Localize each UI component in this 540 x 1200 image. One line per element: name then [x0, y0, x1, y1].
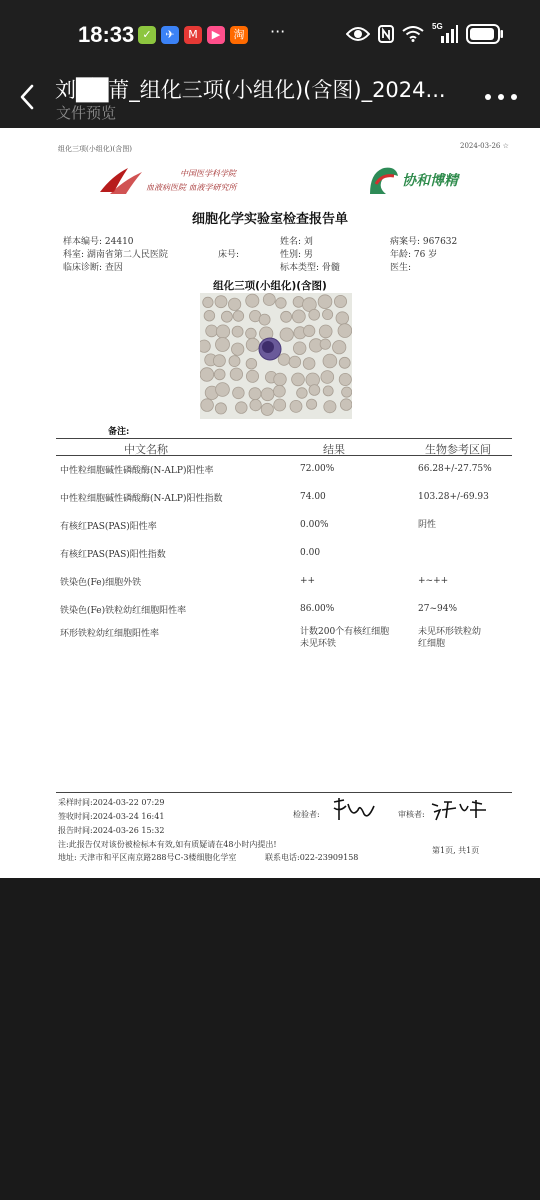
red-blood-cell	[304, 325, 315, 336]
red-blood-cell	[323, 309, 333, 319]
red-blood-cell	[307, 399, 317, 409]
specimen-type: 标本类型: 骨髓	[280, 263, 340, 273]
red-blood-cell	[246, 338, 259, 351]
case-number: 病案号: 967632	[390, 237, 458, 247]
red-blood-cell	[236, 402, 248, 414]
row-result: 72.00%	[300, 464, 335, 474]
red-blood-cell	[339, 357, 350, 368]
red-blood-cell	[216, 325, 229, 338]
receive-time: 签收时间:2024-03-24 16:41	[58, 812, 165, 821]
red-blood-cell	[339, 373, 351, 385]
red-blood-cell	[309, 385, 320, 396]
doc-header-left: 组化三项(小组化)(含图)	[58, 145, 132, 153]
red-blood-cell	[200, 340, 210, 352]
red-blood-cell	[323, 354, 337, 368]
row-reference: 103.28+/-69.93	[418, 492, 489, 502]
patient-name: 姓名: 刘	[280, 237, 313, 247]
clock: 18:33	[78, 22, 135, 47]
status-bar	[0, 0, 540, 72]
report-time: 报告时间:2024-03-26 15:32	[58, 826, 165, 835]
row-name: 中性粒细胞碱性磷酸酶(N-ALP)阳性率	[60, 466, 214, 476]
health-app-icon: ✓	[138, 26, 156, 44]
bed-number: 床号:	[218, 250, 240, 260]
red-blood-cell	[203, 297, 213, 307]
red-blood-cell	[309, 309, 320, 320]
red-blood-cell	[246, 294, 259, 307]
red-blood-cell	[324, 401, 336, 413]
age: 年龄: 76 岁	[390, 250, 438, 260]
bank-app-icon: M	[184, 26, 202, 44]
inspector-label: 检验者:	[293, 810, 320, 819]
red-blood-cell	[289, 356, 301, 368]
red-blood-cell	[336, 312, 349, 325]
file-title: 刘██莆_组化三项(小组化)(含图)_2024...	[55, 78, 446, 102]
red-blood-cell	[216, 338, 230, 352]
row-name: 环形铁粒幼红细胞阳性率	[60, 629, 160, 639]
cellular-signal-icon	[432, 22, 458, 43]
row-name: 有核红PAS(PAS)阳性率	[60, 522, 157, 532]
col-header-reference: 生物参考区间	[425, 443, 491, 456]
back-button[interactable]	[14, 82, 44, 112]
reviewer-signature	[428, 796, 488, 824]
eye-icon	[346, 26, 370, 42]
red-blood-cell	[274, 385, 286, 397]
reviewer-label: 审核者:	[398, 810, 425, 819]
red-blood-cell	[297, 388, 308, 399]
bird-app-icon: ✈	[161, 26, 179, 44]
red-blood-cell	[321, 371, 334, 384]
row-name: 中性粒细胞碱性磷酸酶(N-ALP)阳性指数	[60, 494, 223, 504]
col-header-name: 中文名称	[124, 443, 168, 456]
hospital-logo-text-2: 血液病医院 血液学研究所	[146, 183, 237, 192]
red-blood-cell	[340, 399, 352, 411]
file-subtitle: 文件预览	[56, 104, 117, 122]
clinical-diagnosis: 临床诊断: 查因	[63, 263, 123, 273]
red-blood-cell	[280, 328, 293, 341]
lab-address: 地址: 天津市和平区南京路288号C-3楼细胞化学室	[58, 853, 237, 862]
red-blood-cell	[338, 324, 352, 338]
notification-icons	[138, 26, 248, 44]
row-name: 铁染色(Fe)铁粒幼红细胞阳性率	[60, 606, 187, 616]
network-type-label: 5G	[432, 22, 443, 31]
red-blood-cell	[201, 399, 214, 412]
red-blood-cell	[221, 311, 232, 322]
red-blood-cell	[232, 343, 244, 355]
row-result: ++	[300, 576, 316, 586]
lab-phone: 联系电话:022-23909158	[265, 853, 359, 862]
red-blood-cell	[323, 386, 333, 396]
row-result: 86.00%	[300, 604, 335, 614]
red-blood-cell	[318, 295, 332, 309]
microscope-image[interactable]	[200, 293, 352, 419]
red-blood-cell	[334, 295, 346, 307]
red-blood-cell	[206, 325, 218, 337]
red-blood-cell	[278, 354, 290, 366]
red-blood-cell	[204, 310, 215, 321]
taobao-app-icon: 淘	[230, 26, 248, 44]
red-blood-cell	[215, 403, 226, 414]
gender: 性别: 男	[280, 250, 313, 260]
row-result: 74.00	[300, 492, 326, 502]
nfc-icon	[378, 25, 394, 43]
report-title: 细胞化学实验室检查报告单	[191, 212, 348, 227]
red-blood-cell	[214, 369, 225, 380]
doc-header-date: 2024-03-26 ☆	[460, 142, 509, 150]
red-blood-cell	[263, 294, 275, 306]
red-blood-cell	[250, 399, 261, 410]
red-blood-cell	[229, 356, 240, 367]
red-blood-cell	[292, 310, 305, 323]
more-notifications: ···	[270, 22, 286, 41]
red-blood-cell	[228, 298, 240, 310]
red-blood-cell	[276, 298, 287, 309]
red-blood-cell	[233, 387, 245, 399]
section-title: 组化三项(小组化)(含图)	[213, 280, 327, 292]
battery-icon	[466, 24, 504, 44]
red-blood-cell	[261, 388, 274, 401]
department: 科室: 湖南省第二人民医院	[63, 250, 168, 260]
red-blood-cell	[274, 373, 287, 386]
red-blood-cell	[281, 311, 292, 322]
red-blood-cell	[246, 370, 258, 382]
row-result: 0.00	[300, 548, 321, 558]
table-header-rule	[56, 455, 512, 456]
title-bar	[0, 72, 540, 128]
red-blood-cell	[216, 383, 230, 397]
red-blood-cell	[215, 296, 227, 308]
red-blood-cell	[303, 358, 315, 370]
red-blood-cell	[232, 326, 243, 337]
red-blood-cell	[213, 355, 225, 367]
inspector-signature	[330, 796, 378, 824]
table-top-rule	[56, 438, 512, 439]
cell-nucleus	[262, 341, 274, 353]
page-indicator: 第1页, 共1页	[432, 846, 480, 855]
system-icons	[346, 24, 504, 44]
red-blood-cell	[293, 342, 306, 355]
row-reference: 27~94%	[418, 604, 457, 614]
red-blood-cell	[319, 325, 332, 338]
lab-logo-text: 协和博精	[402, 173, 458, 189]
red-blood-cell	[274, 399, 286, 411]
red-blood-cell	[333, 341, 346, 354]
row-reference: 未见环形铁粒幼 红细胞	[418, 627, 482, 649]
disclaimer-note: 注:此报告仅对该份被检标本有效,如有质疑请在48小时内提出!	[58, 840, 277, 849]
red-blood-cell	[290, 400, 302, 412]
document-page[interactable]	[0, 128, 540, 878]
row-reference: +~++	[418, 576, 449, 586]
red-blood-cell	[342, 387, 352, 397]
red-blood-cell	[320, 339, 330, 349]
more-options-button[interactable]	[484, 90, 518, 104]
red-blood-cell	[259, 314, 270, 325]
doctor: 医生:	[390, 263, 412, 273]
video-app-icon: ▶	[207, 26, 225, 44]
row-result: 0.00%	[300, 520, 329, 530]
wifi-icon	[402, 26, 424, 42]
red-blood-cell	[292, 373, 305, 386]
red-blood-cell	[233, 311, 244, 322]
row-reference: 66.28+/-27.75%	[418, 464, 492, 474]
remark-label: 备注:	[108, 427, 130, 437]
row-name: 有核红PAS(PAS)阳性指数	[60, 550, 166, 560]
red-blood-cell	[246, 328, 257, 339]
red-blood-cell	[230, 368, 242, 380]
col-header-result: 结果	[323, 443, 345, 456]
footer-rule	[56, 792, 512, 793]
row-reference: 阴性	[418, 520, 437, 530]
red-blood-cell	[200, 368, 214, 382]
hospital-logo-text-1: 中国医学科学院	[180, 169, 236, 178]
red-blood-cell	[261, 403, 273, 415]
red-blood-cell	[246, 358, 257, 369]
row-result: 计数200个有核红细胞 未见环铁	[300, 627, 390, 649]
row-name: 铁染色(Fe)细胞外铁	[60, 578, 142, 588]
red-blood-cell	[249, 388, 261, 400]
sample-number: 样本编号: 24410	[63, 237, 134, 247]
collect-time: 采样时间:2024-03-22 07:29	[58, 798, 165, 807]
